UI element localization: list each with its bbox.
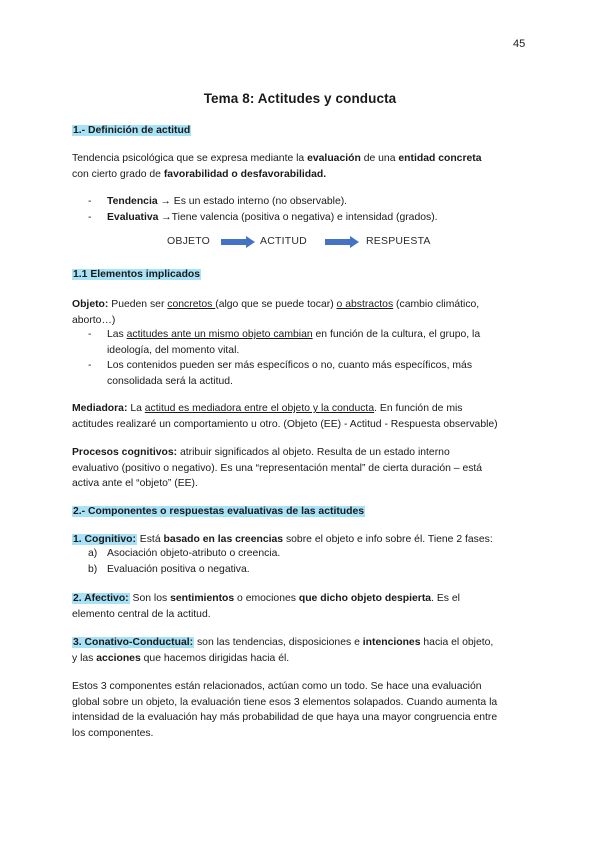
page-number: 45 (513, 38, 526, 50)
flow-respuesta: RESPUESTA (366, 235, 431, 247)
cognitivo-paragraph: 1. Cognitivo: Está basado en las creencias sobre el objeto e info sobre él. Tiene 2 fases: (73, 534, 493, 545)
cognitivo-phases (88, 546, 538, 577)
list-item: - Los contenidos pueden ser más específicos o no, cuanto más específicos, más consolidada será la actitud. (88, 360, 473, 387)
afectivo-paragraph: 2. Afectivo: Son los sentimientos o emociones que dicho objeto despierta. Es el elemento central de la actitud. (72, 593, 460, 620)
definition-bullets (88, 194, 538, 225)
list-item: a) Asociación objeto-atributo o creencia. (88, 548, 281, 559)
page-title: Tema 8: Actitudes y conducta (203, 91, 397, 106)
list-item: - Las actitudes ante un mismo objeto cambian en función de la cultura, el grupo, la ideología, del momento vital. (88, 329, 481, 356)
conativo-paragraph: 3. Conativo-Conductual: son las tendencias, disposiciones e intenciones hacia el objeto, y las acciones que hacemos dirigidas hacia él. (72, 637, 494, 664)
definition-paragraph: Tendencia psicológica que se expresa mediante la evaluación de una entidad concreta con cierto grado de favorabilidad o desfavorabilidad. (72, 153, 482, 180)
list-item: b) Evaluación positiva o negativa. (88, 563, 250, 575)
summary-paragraph: Estos 3 componentes están relacionados, actúan como un todo. Se hace una evaluación global sobre un objeto, la evaluación tiene esos 3 elementos solapados. Cuando aumenta la intensidad de la evaluación hay más probabilidad de que haya una mayor congruencia entre los componentes. (72, 681, 498, 739)
section-1-heading: 1.- Definición de actitud (73, 125, 191, 136)
objeto-paragraph: Objeto: Pueden ser concretos (algo que se puede tocar) o abstractos (cambio climático, aborto…) (72, 299, 480, 326)
section-2-heading: 2.- Componentes o respuestas evaluativas de las actitudes (73, 506, 365, 517)
flow-objeto: OBJETO (167, 235, 211, 247)
flow-actitud: ACTITUD (260, 235, 307, 247)
objeto-sub-bullets (88, 327, 538, 389)
procesos-paragraph: Procesos cognitivos: atribuir significados al objeto. Resulta de un estado interno evaluativo (positivo o negativo). Es una “representación mental” de cierta duración – está activa ante el “objeto” (EE). (72, 447, 483, 489)
mediadora-paragraph: Mediadora: La actitud es mediadora entre el objeto y la conducta. En función de mis actitudes realizaré un comportamiento u otro. (Objeto (EE) - Actitud - Respuesta observable) (72, 403, 498, 430)
list-item: - Evaluativa →Tiene valencia (positiva o negativa) e intensidad (grados). (88, 211, 438, 223)
section-1-1-heading: 1.1 Elementos implicados (73, 269, 201, 280)
flow-diagram (163, 234, 443, 252)
list-item: - Tendencia → Es un estado interno (no observable). (88, 196, 348, 207)
arrow-right-icon (221, 236, 255, 248)
arrow-right-icon (325, 236, 359, 248)
